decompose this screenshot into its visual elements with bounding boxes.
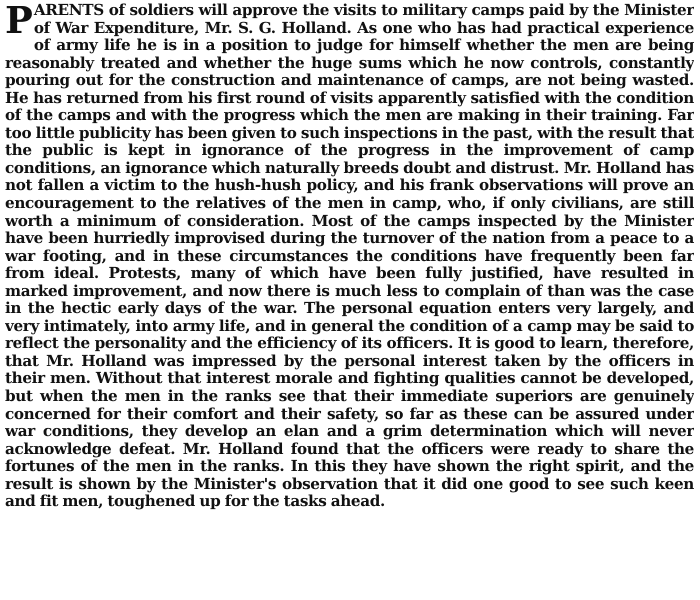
article-body: of soldiers will approve the visits to military camps paid by the Minister of War Expenditure, Mr. S. G. Holland. As one who has had practical experience of army life he is in a position to judge for himself whether the men are being reasonably treated and whether the huge sums which he now controls, constantly pouring out for the construction and maintenance of camps, are not being wasted. He has returned from his first round of visits apparently satisfied with the condition of the camps and with the progress which the men are making in their training. Far too little publicity has been given to such inspections in the past, with the result that the public is kept in ignorance of the progress in the improvement of camp conditions, an ignorance which naturally breeds doubt and distrust. Mr. Holland has not fallen a victim to the hush-hush policy, and his frank observations will prove an encouragement to the relatives of the men in camp, who, if only civilians, are still worth a minimum of consideration. Most of the camps inspected by the Minister have been hurriedly improvised during the turnover of the nation from a peace to a war footing, and in these circumstances the conditions have frequently been far from ideal. Protests, many of which have been fully justified, have resulted in marked improvement, and now there is much less to complain of than was the case in the hectic early days of the war. The personal equation enters very largely, and very intimately, into army life, and in general the condition of a camp may be said to reflect the personality and the efficiency of its officers. It is good to learn, therefore, that Mr. Holland was impressed by the personal interest taken by the officers in their men. Without that interest morale and fighting qualities cannot be developed, but when the men in the ranks see that their immediate superiors are genuinely concerned for their comfort and their safety, so far as these can be assured under war conditions, they develop an elan and a grim determination which will never acknowledge defeat. Mr. Holland found that the officers were ready to share the fortunes of the men in the ranks. In this they have shown the right spirit, and the result is shown by the Minister's observation that it did one good to see such keen and fit men, toughened up for the tasks ahead.: [5, 2, 694, 511]
lead-word: ARENTS: [33, 2, 104, 19]
editorial-paragraph: [5, 2, 694, 511]
drop-cap-letter: P: [5, 2, 33, 42]
newspaper-clipping: [5, 2, 694, 598]
